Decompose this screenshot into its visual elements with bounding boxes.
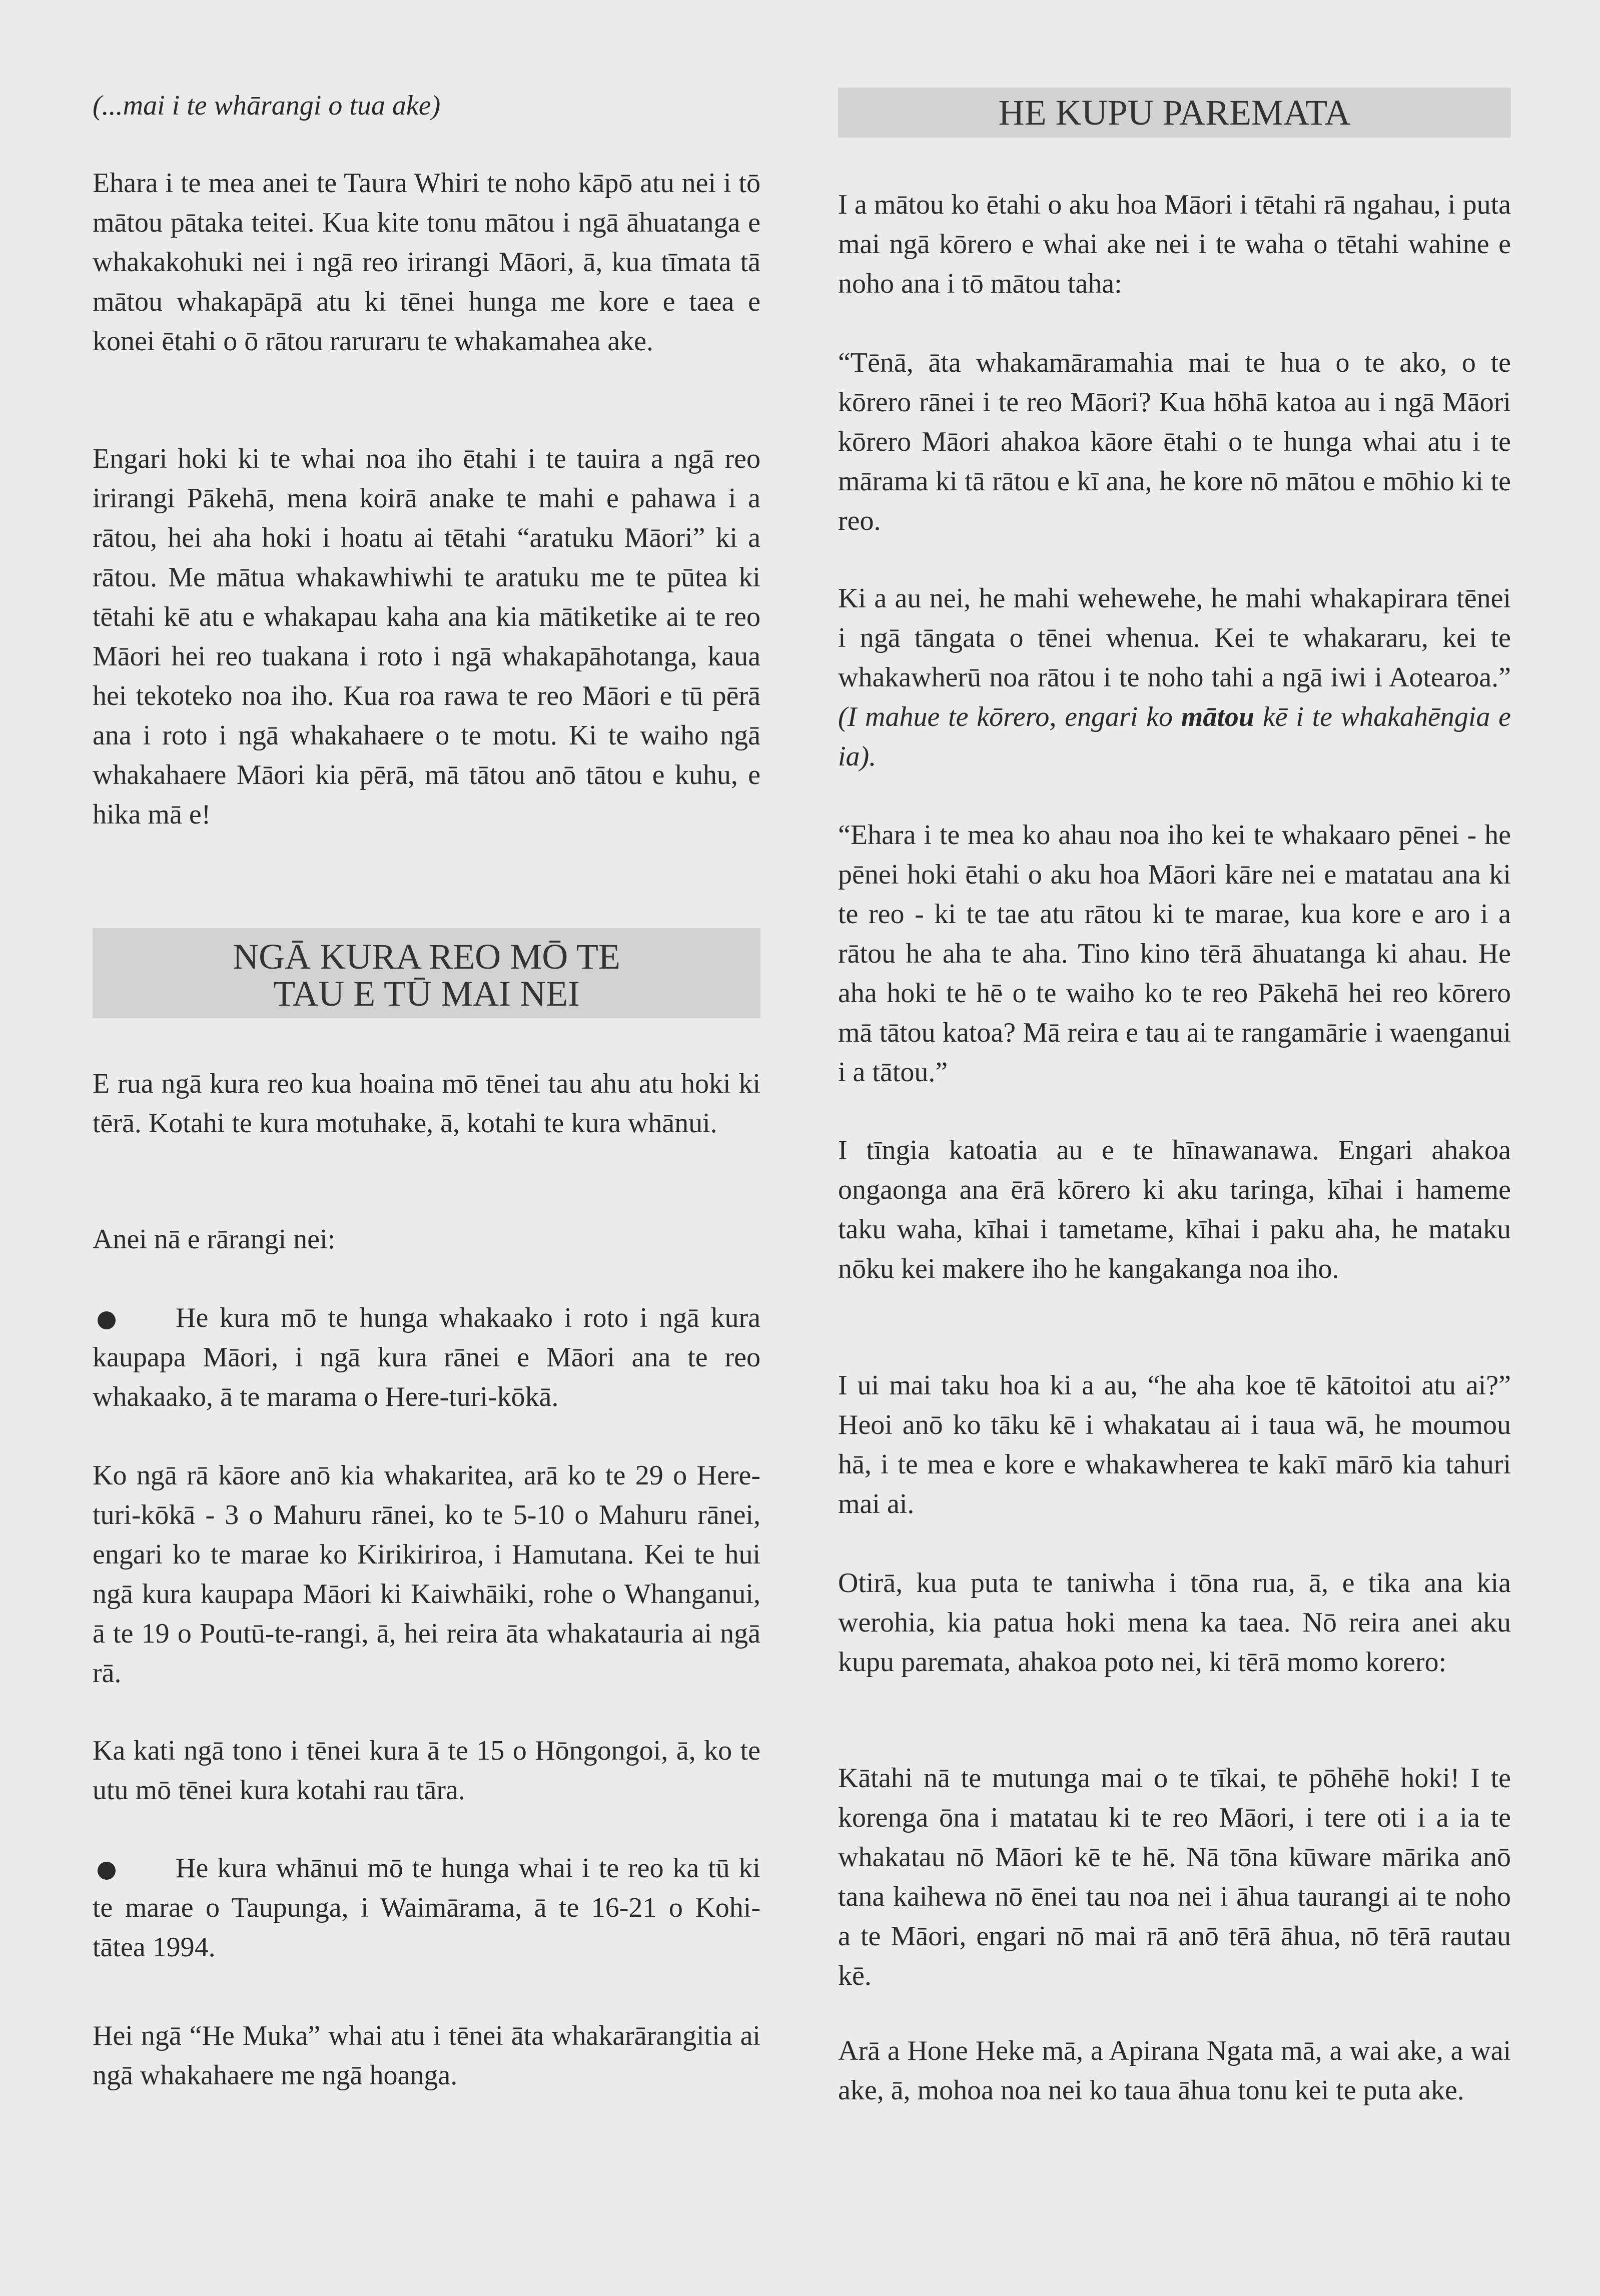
kupu-paremata-heading: HE KUPU PAREMATA xyxy=(838,88,1511,138)
right-paragraph-9: Arā a Hone Heke mā, a Apirana Ngata mā, a wai ake, a wai ake, ā, mohoa noa nei ko taua āhua tonu kei te puta ake. xyxy=(838,2035,1511,2106)
left-paragraph-2: Engari hoki ki te whai noa iho ētahi i te tauira a ngā reo irirangi Pākehā, mena koirā anake te mahi e pahawa i a rātou, hei aha hoki i hoatu ai tētahi “aratuku Māori” ki a rātou. Me mātua whakawhiwhi te aratuku me te pūtea ki tētahi kē atu e whakapau kaha ana kia mātiketike ai te reo Māori hei reo tuakana i roto i ngā whakapāhotanga, kaua hei tekoteko noa iho. Kua roa rawa te reo Māori e tū pērā ana i roto i ngā whakahaere o te motu. Ki te waiho ngā whakahaere Māori kia pērā, mā tātou anō tātou e kuhu, e hika mā e! xyxy=(93,443,760,830)
kura-reo-heading-line-2: TAU E TŪ MAI NEI xyxy=(273,974,580,1014)
right-paragraph-8: Kātahi nā te mutunga mai o te tīkai, te pōhēhē hoki! I te korenga ōna i matatau ki te reo Māori, i tere oti i a ia te whakatau nō Māori kē te hē. Nā tōna kūware mārika anō tana kaihewa nō ēnei tau noa nei i āhua taurangi ai te noho a te Māori, engari nō mai rā anō tērā āhua, nō tērā rautau kē. xyxy=(838,1763,1511,1991)
left-paragraph-7: Hei ngā “He Muka” whai atu i tēnei āta whakarārangitia ai ngā whakahaere me ngā hoanga. xyxy=(93,2020,760,2091)
right-paragraph-3-text: Ki a au nei, he mahi wehewehe, he mahi whakapirara tēnei i ngā tāngata o tēnei whenua. Kei te whakararu, kei te whakawherū noa rātou i te noho tahi a ngā iwi i Aotearoa.” xyxy=(838,583,1511,693)
bullet-item-1-text: He kura mō te hunga whakaako i roto i ngā kura kaupapa Māori, i ngā kura rānei e Māori ana te reo whakaako, ā te marama o Here-turi-kōkā. xyxy=(93,1302,760,1412)
right-paragraph-6: I ui mai taku hoa ki a au, “he aha koe tē kātoitoi atu ai?” Heoi anō ko tāku kē i whakatau ai i taua wā, he moumou hā, i te mea e kore e whakawherea te kakī mārō kia tahuri mai ai. xyxy=(838,1370,1511,1519)
left-paragraph-1: Ehara i te mea anei te Taura Whiri te noho kāpō atu nei i tō mātou pātaka teitei. Kua kite tonu mātou i ngā āhuatanga e whakakohuki nei i ngā reo irirangi Māori, ā, kua tīmata tā mātou whakapāpā atu ki tēnei hunga me kore e taea e konei ētahi o ō rātou raruraru te whakamahea ake. xyxy=(93,168,760,357)
editor-note-a: (I mahue te kōrero, engari ko xyxy=(838,701,1173,732)
left-paragraph-6: Ka kati ngā tono i tēnei kura ā te 15 o Hōngongoi, ā, ko te utu mō tēnei kura kotahi rau tāra. xyxy=(93,1735,760,1806)
right-paragraph-5: I tīngia katoatia au e te hīnawanawa. Engari ahakoa ongaonga ana ērā kōrero ki aku taringa, kīhai i hameme taku waha, kīhai i tametame, kīhai i paku aha, he mataku nōku kei makere iho he kangakanga noa iho. xyxy=(838,1135,1511,1284)
bullet-item-2 xyxy=(93,1849,760,1967)
editor-note-b: kē i te whakahēngia e ia). xyxy=(838,701,1511,772)
bullet-item-2-text: He kura whānui mō te hunga whai i te reo ka tū ki te marae o Taupunga, i Waimārama, ā te 16-21 o Kohi-tātea 1994. xyxy=(93,1853,760,1963)
left-paragraph-3: E rua ngā kura reo kua hoaina mō tēnei tau ahu atu hoki ki tērā. Kotahi te kura motuhake, ā, kotahi te kura whānui. xyxy=(93,1068,760,1139)
editor-note-emphasis: mātou xyxy=(1181,701,1255,732)
right-paragraph-4: “Ehara i te mea ko ahau noa iho kei te whakaaro pēnei - he pēnei hoki ētahi o aku hoa Māori kāre nei e matatau ana ki te reo - ki te tae atu rātou ki te marae, kua kore e aro i a rātou he aha te aha. Tino kino tērā āhuatanga ki ahau. He aha hoki te hē o te waiho ko te reo Pākehā hei reo kōrero mā tātou katoa? Mā reira e tau ai te rangamārie i waenganui i a tātou.” xyxy=(838,820,1511,1088)
kura-reo-heading xyxy=(93,928,760,1018)
right-paragraph-2: “Tēnā, āta whakamāramahia mai te hua o te ako, o te kōrero rānei i te reo Māori? Kua hōhā katoa au i ngā Māori kōrero Māori ahakoa kāore ētahi o te hunga whai atu i te mārama ki tā rātou e kī ana, he kore nō mātou e mōhio ki te reo. xyxy=(838,347,1511,536)
kura-reo-heading-line-1: NGĀ KURA REO MŌ TE xyxy=(233,937,620,977)
right-paragraph-7: Otirā, kua puta te taniwha i tōna rua, ā, e tika ana kia werohia, kia patua hoki mena ka taea. Nō reira anei aku kupu paremata, ahakoa poto nei, ki tērā momo korero: xyxy=(838,1568,1511,1678)
bullet-item-1 xyxy=(93,1298,760,1417)
continued-note: (...mai i te whārangi o tua ake) xyxy=(93,90,441,121)
bullet-dot xyxy=(98,1862,116,1880)
left-paragraph-5: Ko ngā rā kāore anō kia whakaritea, arā ko te 29 o Here-turi-kōkā - 3 o Mahuru rānei, ko te 5-10 o Mahuru rānei, engari ko te marae ko Kirikiriroa, i Hamutana. Kei te hui ngā kura kaupapa Māori ki Kaiwhāiki, rohe o Whanganui, ā te 19 o Poutū-te-rangi, ā, hei reira āta whakatauria ai ngā rā. xyxy=(93,1460,760,1689)
bullet-dot xyxy=(98,1311,116,1329)
right-paragraph-1: I a mātou ko ētahi o aku hoa Māori i tētahi rā ngahau, i puta mai ngā kōrero e whai ake nei i te waha o tētahi wahine e noho ana i tō mātou taha: xyxy=(838,189,1511,299)
left-paragraph-4: Anei nā e rārangi nei: xyxy=(93,1224,336,1255)
right-paragraph-3 xyxy=(838,579,1511,777)
